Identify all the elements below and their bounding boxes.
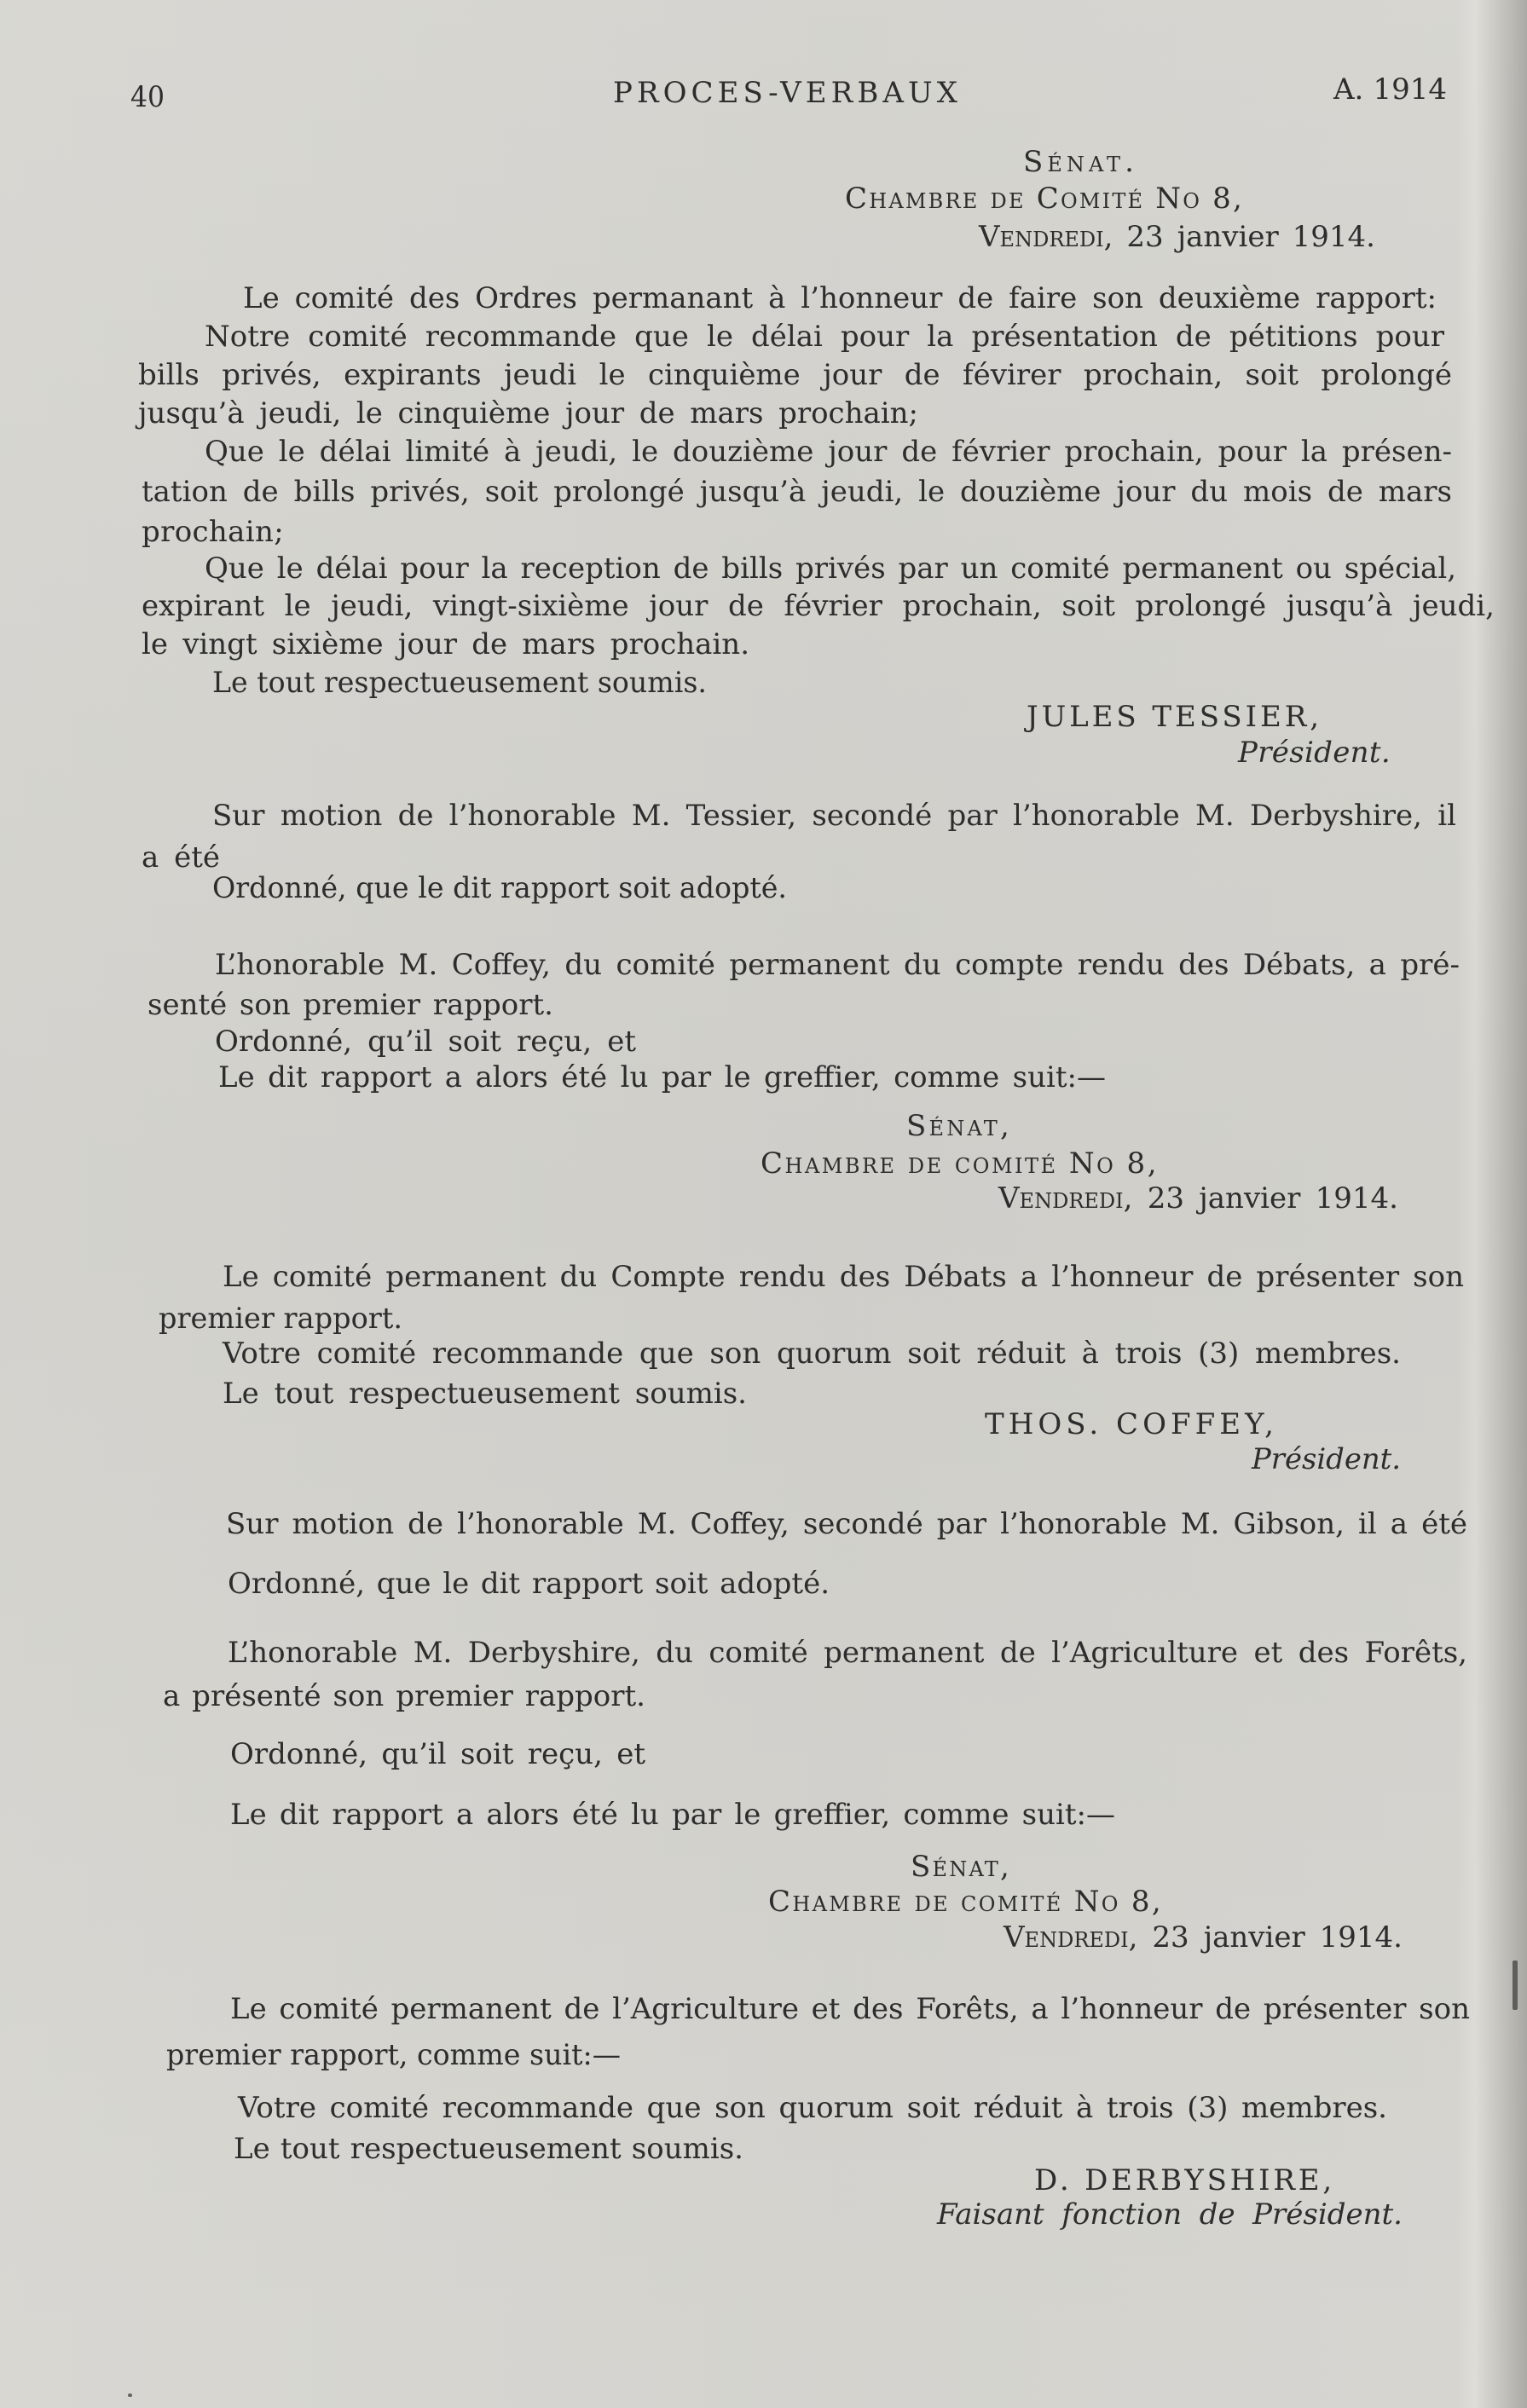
report-heading-date-text: 23 janvier 1914. (1126, 220, 1375, 254)
report-body-line: Le comité permanent de l’Agriculture et des Forêts, a l’honneur de présenter son (230, 1992, 1470, 2026)
report-body-line: Le comité permanent du Compte rendu des Débats a l’honneur de présenter son (223, 1260, 1464, 1294)
running-title: PROCES-VERBAUX (613, 76, 962, 110)
signature-title: Président. (1238, 736, 1391, 770)
report-body-line: premier rapport. (159, 1302, 402, 1336)
report-closing: Le tout respectueusement soumis. (234, 2132, 743, 2166)
report-closing: Le tout respectueusement soumis. (223, 1377, 747, 1411)
order-line: Ordonné, qu’il soit reçu, et (215, 1025, 636, 1059)
report-body-line: Que le délai limité à jeudi, le douzième jour de février prochain, pour la présen- (205, 435, 1452, 469)
report-heading-date-text: 23 janvier 1914. (1152, 1920, 1403, 1955)
presentation-line: senté son premier rapport. (147, 988, 553, 1022)
report-closing: Le tout respectueusement soumis. (212, 666, 707, 700)
signature-title: Président. (1252, 1442, 1401, 1476)
order-line: Ordonné, que le dit rapport soit adopté. (228, 1567, 830, 1601)
report-body-line: tation de bills privés, soit prolongé jusqu’à jeudi, le douzième jour du mois de mars (142, 475, 1452, 509)
presentation-line: a présenté son premier rapport. (163, 1679, 645, 1713)
session-year: A. 1914 (1333, 72, 1447, 107)
presentation-line: L’honorable M. Derbyshire, du comité permanent de l’Agriculture et des Forêts, (228, 1636, 1467, 1670)
scan-mark (1513, 1960, 1518, 2010)
report-heading-date (1004, 1919, 1403, 1956)
report-body-line: Que le délai pour la reception de bills privés par un comité permanent ou spécial, (205, 551, 1456, 586)
report-body-line: bills privés, expirants jeudi le cinquième jour de févirer prochain, soit prolongé (138, 358, 1452, 392)
order-line: Ordonné, qu’il soit reçu, et (230, 1737, 645, 1771)
report-heading-date (979, 218, 1375, 256)
order-line: Ordonné, que le dit rapport soit adopté. (212, 871, 787, 905)
motion-line: Sur motion de l’honorable M. Coffey, secondé par l’honorable M. Gibson, il a été (226, 1507, 1467, 1541)
report-heading-date-text: 23 janvier 1914. (1147, 1181, 1398, 1216)
report-heading-day: Vendredi, (979, 220, 1113, 254)
report-heading-room: Chambre de comité No 8, (768, 1885, 1163, 1919)
report-body-line: premier rapport, comme suit:— (166, 2038, 621, 2072)
reading-line: Le dit rapport a alors été lu par le greffier, comme suit:— (230, 1798, 1115, 1832)
report-body-line: expirant le jeudi, vingt-sixième jour de février prochain, soit prolongé jusqu’à jeudi, (142, 589, 1495, 623)
report-body-line: Le comité des Ordres permanant à l’honneur de faire son deuxième rapport: (243, 281, 1437, 315)
signature-name: D. DERBYSHIRE, (1034, 2163, 1335, 2197)
report-heading-date (998, 1180, 1398, 1217)
report-body-line: prochain; (142, 515, 284, 549)
report-heading-room: Chambre de Comité No 8, (845, 182, 1244, 216)
motion-line: Sur motion de l’honorable M. Tessier, secondé par l’honorable M. Derbyshire, il (212, 799, 1456, 833)
report-body-line: Votre comité recommande que son quorum soit réduit à trois (3) membres. (223, 1337, 1401, 1371)
report-heading-chamber: Sénat, (911, 1850, 1011, 1884)
report-heading-day: Vendredi, (1004, 1920, 1138, 1955)
scan-speck (128, 2394, 132, 2397)
report-body-line: Votre comité recommande que son quorum soit réduit à trois (3) membres. (238, 2091, 1387, 2125)
signature-name: THOS. COFFEY, (985, 1407, 1278, 1441)
report-heading-chamber: Sénat. (1023, 145, 1138, 179)
report-heading-chamber: Sénat, (906, 1109, 1012, 1143)
signature-name: JULES TESSIER, (1027, 700, 1322, 734)
presentation-line: L’honorable M. Coffey, du comité permanent du compte rendu des Débats, a pré- (215, 948, 1460, 982)
reading-line: Le dit rapport a alors été lu par le greffier, comme suit:— (218, 1060, 1106, 1094)
page-number: 40 (130, 80, 165, 114)
report-body-line: jusqu’à jeudi, le cinquième jour de mars prochain; (138, 396, 918, 430)
report-body-line: Notre comité recommande que le délai pour la présentation de pétitions pour (205, 320, 1444, 354)
report-heading-day: Vendredi, (998, 1181, 1133, 1216)
motion-line: a été (142, 840, 220, 875)
report-body-line: le vingt sixième jour de mars prochain. (142, 627, 749, 661)
signature-title: Faisant fonction de Président. (937, 2197, 1403, 2232)
report-heading-room: Chambre de comité No 8, (761, 1146, 1159, 1181)
